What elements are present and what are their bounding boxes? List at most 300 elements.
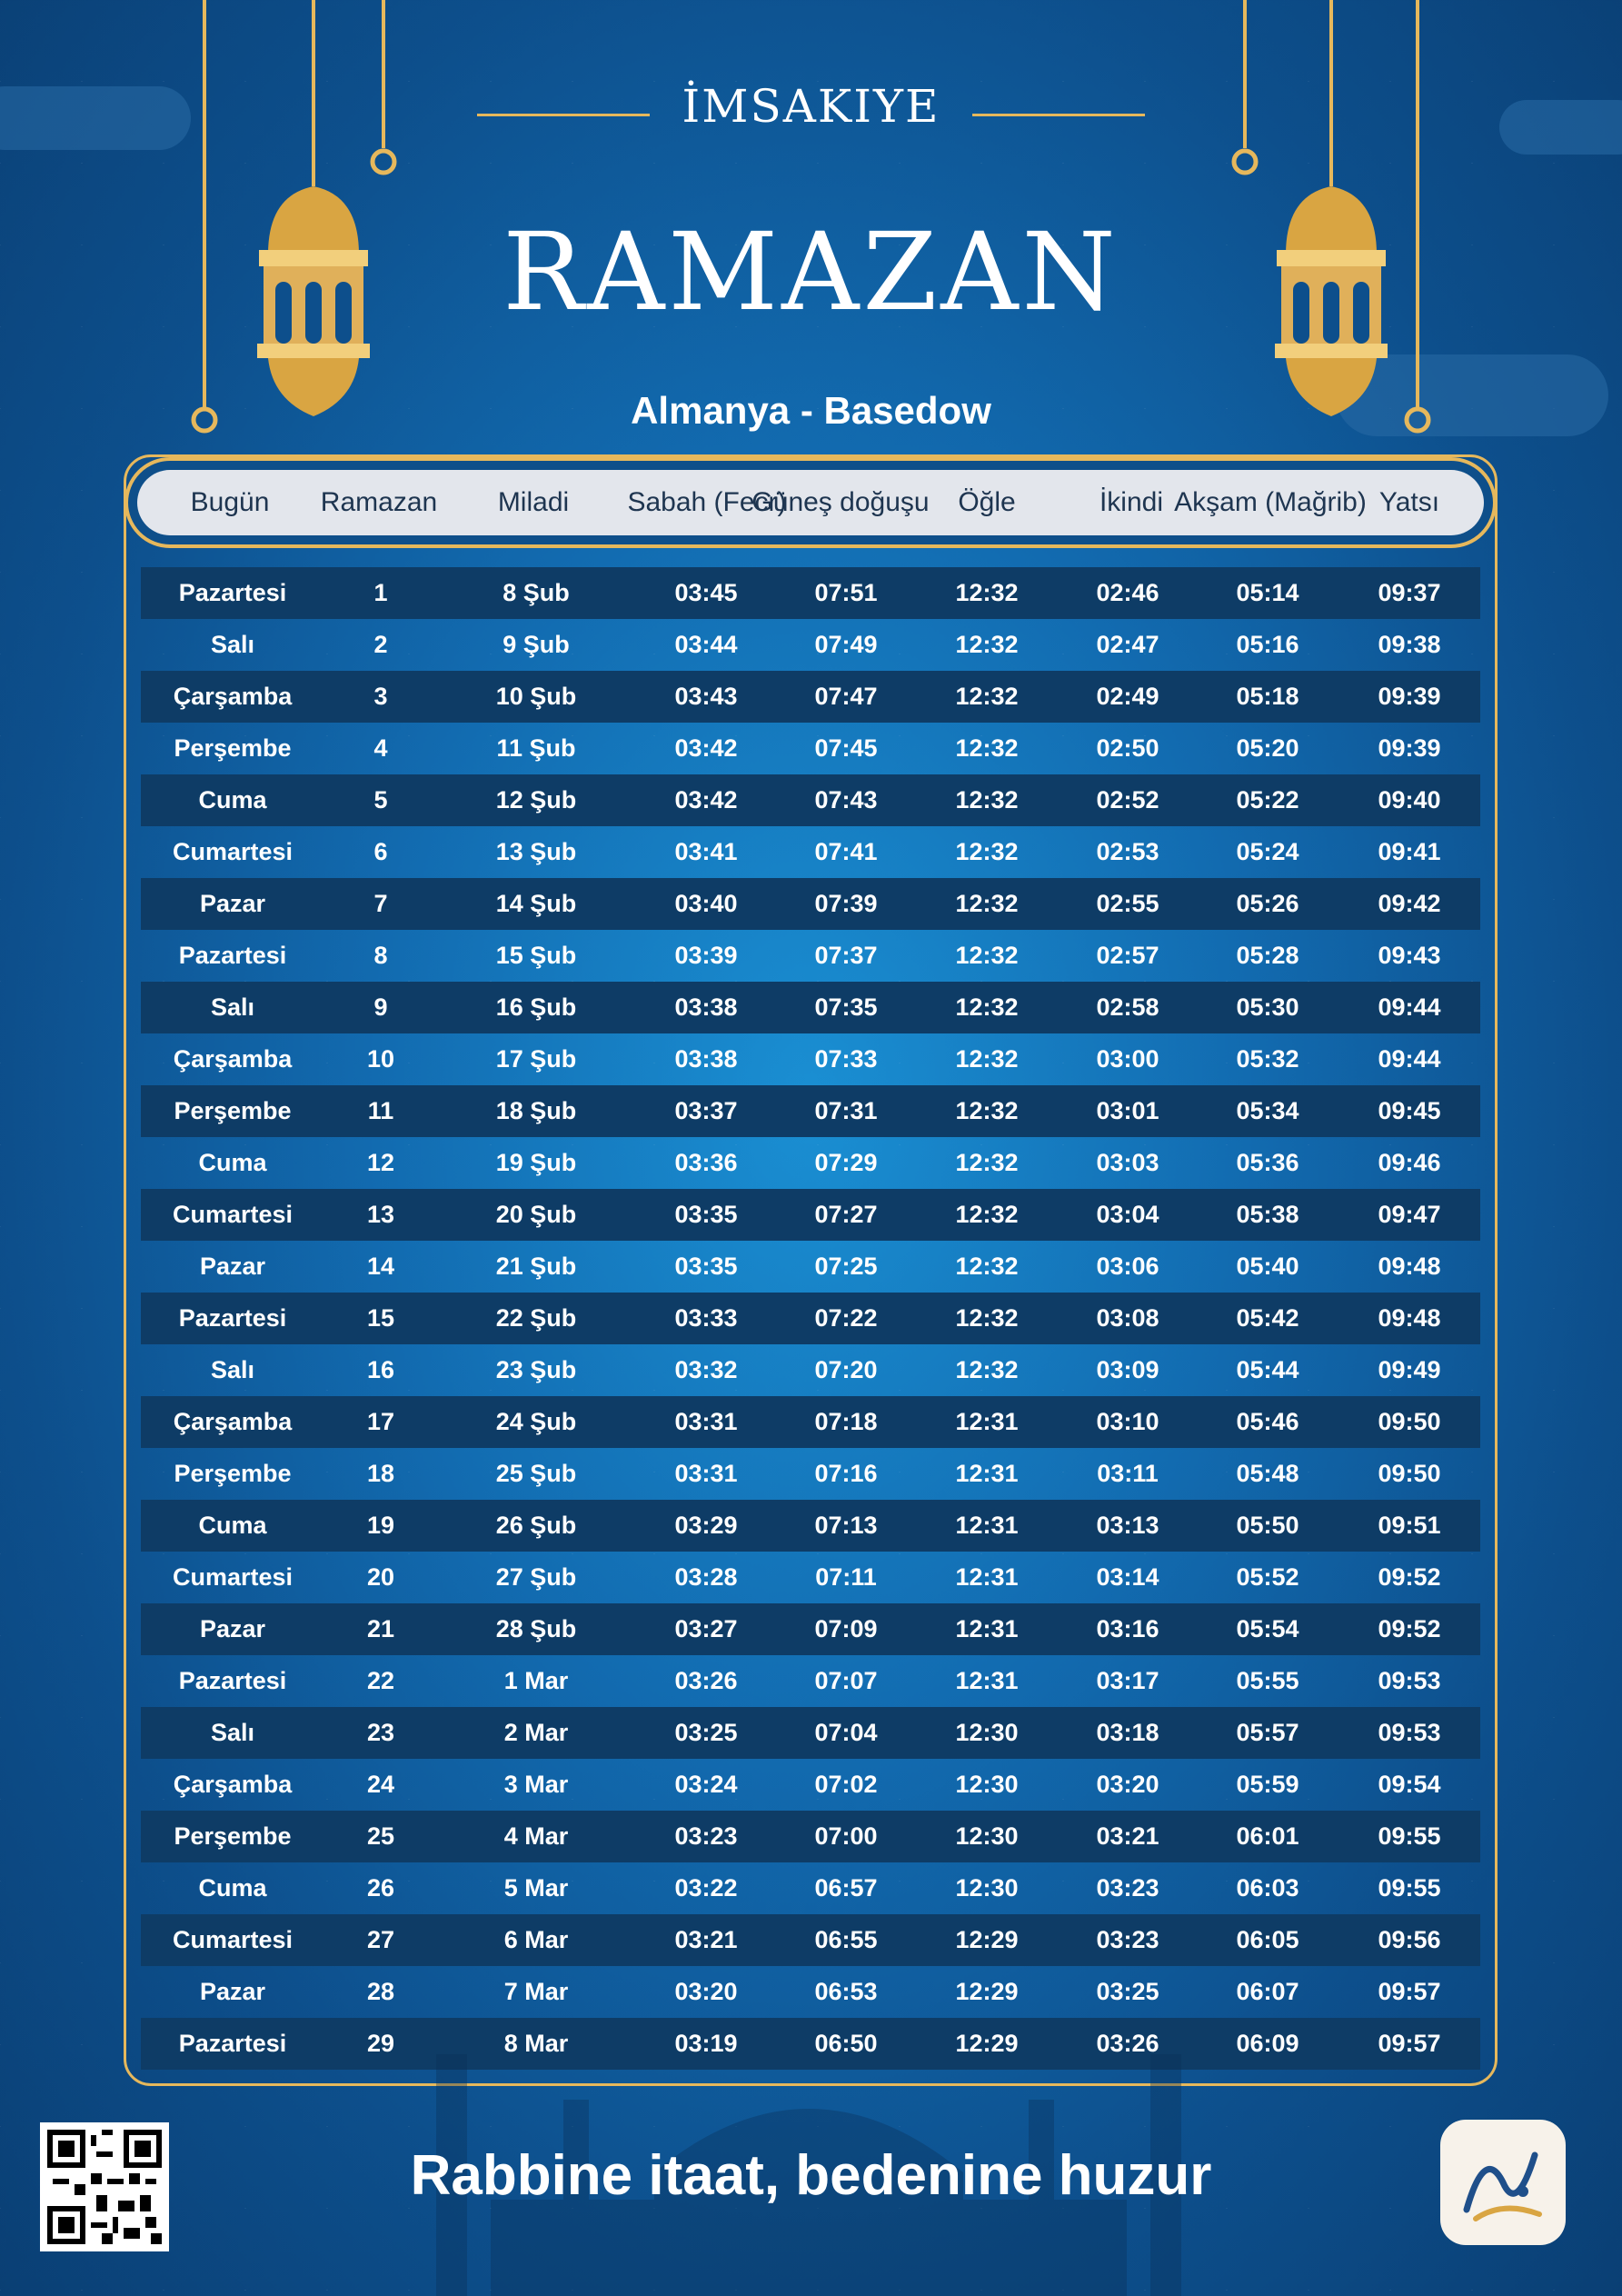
cell-ramazan-day: 2 <box>373 631 388 658</box>
table-row <box>141 1241 1480 1293</box>
header-small-title: İMSAKIYE <box>682 80 940 133</box>
cell-dhuhr-time: 12:29 <box>955 1978 1019 2005</box>
cell-fajr-time: 03:26 <box>674 1667 738 1694</box>
location-label: Almanya - Basedow <box>631 389 991 432</box>
cell-gregorian-date: 16 Şub <box>495 993 577 1021</box>
cell-maghrib-time: 05:38 <box>1236 1201 1299 1228</box>
cell-ramazan-day: 26 <box>366 1874 395 1902</box>
cell-fajr-time: 03:22 <box>674 1874 738 1902</box>
cell-dhuhr-time: 12:30 <box>955 1874 1019 1902</box>
cell-ramazan-day: 9 <box>373 993 388 1021</box>
cell-asr-time: 03:25 <box>1096 1978 1159 2005</box>
cell-dhuhr-time: 12:32 <box>955 683 1019 710</box>
cell-maghrib-time: 05:28 <box>1236 942 1299 969</box>
cell-dhuhr-time: 12:29 <box>955 2030 1019 2057</box>
cell-fajr-time: 03:39 <box>674 942 738 969</box>
cell-sunrise-time: 07:29 <box>814 1149 878 1176</box>
cell-asr-time: 03:11 <box>1097 1460 1159 1487</box>
cell-gregorian-date: 24 Şub <box>495 1408 577 1435</box>
cell-asr-time: 03:21 <box>1096 1822 1159 1850</box>
cell-day: Cuma <box>198 786 267 814</box>
cell-asr-time: 03:23 <box>1096 1926 1159 1953</box>
cell-maghrib-time: 05:14 <box>1236 579 1299 606</box>
cell-day: Pazartesi <box>178 2030 287 2057</box>
cell-sunrise-time: 07:41 <box>814 838 878 865</box>
cell-day: Çarşamba <box>173 1408 293 1435</box>
slogan: Rabbine itaat, bedenine huzur <box>410 2144 1212 2207</box>
cell-sunrise-time: 07:25 <box>814 1253 878 1280</box>
table-row <box>141 619 1480 671</box>
cell-day: Cuma <box>198 1512 267 1539</box>
cell-fajr-time: 03:42 <box>674 734 738 762</box>
cell-ramazan-day: 28 <box>366 1978 395 2005</box>
cell-dhuhr-time: 12:32 <box>955 1304 1019 1332</box>
cell-isha-time: 09:40 <box>1378 786 1441 814</box>
cell-maghrib-time: 06:05 <box>1236 1926 1299 1953</box>
cell-gregorian-date: 26 Şub <box>495 1512 577 1539</box>
cell-asr-time: 02:47 <box>1096 631 1159 658</box>
cell-gregorian-date: 23 Şub <box>495 1356 577 1383</box>
cell-day: Çarşamba <box>173 1771 293 1798</box>
cell-ramazan-day: 6 <box>373 838 388 865</box>
cell-isha-time: 09:50 <box>1378 1408 1441 1435</box>
column-header-sunrise-time: Güneş doğuşu <box>751 487 930 517</box>
cell-gregorian-date: 8 Mar <box>503 2030 569 2057</box>
table-row <box>141 1189 1480 1241</box>
cell-isha-time: 09:53 <box>1378 1719 1441 1746</box>
cell-sunrise-time: 07:27 <box>814 1201 878 1228</box>
cell-isha-time: 09:57 <box>1378 2030 1441 2057</box>
cell-isha-time: 09:42 <box>1378 890 1441 917</box>
cell-asr-time: 02:57 <box>1096 942 1159 969</box>
cell-dhuhr-time: 12:32 <box>955 838 1019 865</box>
cell-day: Çarşamba <box>173 683 293 710</box>
cell-dhuhr-time: 12:30 <box>955 1822 1019 1850</box>
cell-maghrib-time: 05:32 <box>1236 1045 1299 1073</box>
cell-asr-time: 03:20 <box>1096 1771 1159 1798</box>
cell-day: Pazartesi <box>178 1667 287 1694</box>
cell-day: Salı <box>210 993 255 1021</box>
cell-sunrise-time: 07:39 <box>814 890 878 917</box>
cell-sunrise-time: 06:55 <box>814 1926 878 1953</box>
cell-day: Pazar <box>199 890 266 917</box>
cell-isha-time: 09:39 <box>1378 734 1441 762</box>
cell-fajr-time: 03:24 <box>674 1771 738 1798</box>
table-row <box>141 723 1480 774</box>
cell-gregorian-date: 1 Mar <box>503 1667 569 1694</box>
table-header <box>124 457 1497 548</box>
cell-asr-time: 02:52 <box>1096 786 1159 814</box>
cell-asr-time: 03:09 <box>1096 1356 1159 1383</box>
cell-day: Cumartesi <box>172 1926 294 1953</box>
cell-dhuhr-time: 12:32 <box>955 890 1019 917</box>
cell-asr-time: 02:58 <box>1096 993 1159 1021</box>
cell-asr-time: 02:53 <box>1096 838 1159 865</box>
cell-ramazan-day: 17 <box>366 1408 395 1435</box>
cell-day: Pazar <box>199 1253 266 1280</box>
cell-gregorian-date: 13 Şub <box>495 838 577 865</box>
cell-gregorian-date: 9 Şub <box>503 631 570 658</box>
cell-dhuhr-time: 12:31 <box>955 1563 1019 1591</box>
cell-ramazan-day: 5 <box>373 786 388 814</box>
cell-dhuhr-time: 12:32 <box>955 1097 1019 1124</box>
cell-sunrise-time: 07:31 <box>814 1097 878 1124</box>
cell-asr-time: 03:26 <box>1096 2030 1159 2057</box>
table-row <box>141 1655 1480 1707</box>
cell-asr-time: 02:46 <box>1096 579 1159 606</box>
cell-dhuhr-time: 12:32 <box>955 1356 1019 1383</box>
cell-isha-time: 09:38 <box>1378 631 1441 658</box>
column-header-isha-time: Yatsı <box>1378 487 1440 517</box>
cell-maghrib-time: 06:09 <box>1236 2030 1299 2057</box>
cell-maghrib-time: 05:48 <box>1236 1460 1299 1487</box>
cell-asr-time: 03:06 <box>1096 1253 1159 1280</box>
cell-asr-time: 02:50 <box>1096 734 1159 762</box>
cell-maghrib-time: 05:16 <box>1236 631 1299 658</box>
cell-sunrise-time: 07:33 <box>814 1045 878 1073</box>
cell-isha-time: 09:46 <box>1378 1149 1441 1176</box>
cell-gregorian-date: 21 Şub <box>495 1253 577 1280</box>
cell-dhuhr-time: 12:32 <box>955 579 1019 606</box>
table-row <box>141 826 1480 878</box>
cell-day: Salı <box>210 1356 255 1383</box>
cell-gregorian-date: 4 Mar <box>503 1822 569 1850</box>
cell-fajr-time: 03:27 <box>674 1615 738 1642</box>
cell-fajr-time: 03:21 <box>674 1926 738 1953</box>
cell-ramazan-day: 29 <box>366 2030 395 2057</box>
cell-isha-time: 09:48 <box>1378 1304 1441 1332</box>
cell-day: Perşembe <box>174 734 292 762</box>
cell-dhuhr-time: 12:31 <box>955 1667 1019 1694</box>
cell-asr-time: 03:18 <box>1096 1719 1159 1746</box>
cell-dhuhr-time: 12:32 <box>955 631 1019 658</box>
cell-asr-time: 02:49 <box>1096 683 1159 710</box>
cell-ramazan-day: 7 <box>373 890 388 917</box>
cell-fajr-time: 03:20 <box>674 1978 738 2005</box>
cell-gregorian-date: 18 Şub <box>495 1097 577 1124</box>
table-row <box>141 1293 1480 1344</box>
cell-sunrise-time: 07:51 <box>814 579 878 606</box>
cell-day: Cuma <box>198 1149 267 1176</box>
cell-ramazan-day: 15 <box>366 1304 395 1332</box>
cell-ramazan-day: 8 <box>373 942 388 969</box>
cell-gregorian-date: 6 Mar <box>503 1926 569 1953</box>
column-header-ramazan-day: Ramazan <box>320 487 438 517</box>
cell-gregorian-date: 14 Şub <box>495 890 577 917</box>
cell-asr-time: 03:17 <box>1096 1667 1159 1694</box>
cell-isha-time: 09:50 <box>1378 1460 1441 1487</box>
cell-ramazan-day: 13 <box>366 1201 395 1228</box>
cell-ramazan-day: 10 <box>366 1045 395 1073</box>
cell-ramazan-day: 16 <box>366 1356 395 1383</box>
cell-dhuhr-time: 12:31 <box>955 1512 1019 1539</box>
table-row <box>141 1914 1480 1966</box>
cell-isha-time: 09:47 <box>1378 1201 1441 1228</box>
cell-maghrib-time: 05:52 <box>1236 1563 1299 1591</box>
cell-ramazan-day: 19 <box>366 1512 395 1539</box>
cell-ramazan-day: 1 <box>373 579 388 606</box>
cell-sunrise-time: 07:45 <box>814 734 878 762</box>
cell-maghrib-time: 05:18 <box>1236 683 1299 710</box>
cell-sunrise-time: 07:11 <box>815 1563 877 1591</box>
cell-maghrib-time: 05:42 <box>1236 1304 1299 1332</box>
cell-dhuhr-time: 12:30 <box>955 1771 1019 1798</box>
cell-gregorian-date: 5 Mar <box>503 1874 569 1902</box>
cell-maghrib-time: 05:34 <box>1236 1097 1299 1124</box>
cell-dhuhr-time: 12:31 <box>955 1615 1019 1642</box>
cell-day: Pazar <box>199 1615 266 1642</box>
cell-fajr-time: 03:38 <box>674 993 738 1021</box>
cell-day: Cuma <box>198 1874 267 1902</box>
cell-fajr-time: 03:25 <box>674 1719 738 1746</box>
cell-dhuhr-time: 12:29 <box>955 1926 1019 1953</box>
cell-isha-time: 09:55 <box>1378 1822 1441 1850</box>
cell-gregorian-date: 7 Mar <box>503 1978 569 2005</box>
cell-sunrise-time: 07:37 <box>814 942 878 969</box>
cell-gregorian-date: 2 Mar <box>503 1719 569 1746</box>
cell-isha-time: 09:54 <box>1378 1771 1441 1798</box>
table-header-bar <box>137 470 1484 535</box>
cell-isha-time: 09:56 <box>1378 1926 1441 1953</box>
cell-dhuhr-time: 12:32 <box>955 1045 1019 1073</box>
cell-fajr-time: 03:43 <box>674 683 738 710</box>
cell-fajr-time: 03:29 <box>674 1512 738 1539</box>
cell-fajr-time: 03:31 <box>674 1408 738 1435</box>
cell-asr-time: 03:16 <box>1096 1615 1159 1642</box>
cell-maghrib-time: 05:55 <box>1236 1667 1299 1694</box>
cell-dhuhr-time: 12:32 <box>955 993 1019 1021</box>
cell-isha-time: 09:44 <box>1378 993 1441 1021</box>
table-row <box>141 878 1480 930</box>
cell-fajr-time: 03:35 <box>674 1201 738 1228</box>
cell-dhuhr-time: 12:32 <box>955 1253 1019 1280</box>
cell-isha-time: 09:53 <box>1378 1667 1441 1694</box>
cell-sunrise-time: 06:50 <box>814 2030 878 2057</box>
table-row <box>141 1500 1480 1552</box>
cell-gregorian-date: 11 Şub <box>496 734 576 762</box>
cell-sunrise-time: 07:22 <box>814 1304 878 1332</box>
cell-isha-time: 09:37 <box>1378 579 1441 606</box>
cell-isha-time: 09:52 <box>1378 1615 1441 1642</box>
cell-asr-time: 03:13 <box>1096 1512 1159 1539</box>
cell-day: Perşembe <box>174 1460 292 1487</box>
cell-maghrib-time: 05:59 <box>1236 1771 1299 1798</box>
table-row <box>141 1344 1480 1396</box>
cell-maghrib-time: 06:01 <box>1236 1822 1299 1850</box>
cell-maghrib-time: 05:20 <box>1236 734 1299 762</box>
cell-ramazan-day: 21 <box>366 1615 395 1642</box>
column-header-fajr-time: Sabah (Fecr) <box>627 487 787 517</box>
page-title: RAMAZAN <box>503 209 1119 334</box>
cell-dhuhr-time: 12:31 <box>955 1460 1019 1487</box>
cell-maghrib-time: 06:07 <box>1236 1978 1299 2005</box>
cell-day: Cumartesi <box>172 1201 294 1228</box>
cell-ramazan-day: 12 <box>366 1149 395 1176</box>
cell-day: Salı <box>210 1719 255 1746</box>
cell-sunrise-time: 07:43 <box>814 786 878 814</box>
cell-gregorian-date: 3 Mar <box>503 1771 569 1798</box>
cell-sunrise-time: 07:20 <box>814 1356 878 1383</box>
cell-sunrise-time: 07:18 <box>814 1408 878 1435</box>
cell-day: Pazartesi <box>178 942 287 969</box>
cell-maghrib-time: 05:30 <box>1236 993 1299 1021</box>
cell-fajr-time: 03:23 <box>674 1822 738 1850</box>
cell-gregorian-date: 19 Şub <box>495 1149 577 1176</box>
cell-day: Pazartesi <box>178 579 287 606</box>
cell-sunrise-time: 07:13 <box>814 1512 878 1539</box>
cell-day: Pazartesi <box>178 1304 287 1332</box>
table-row <box>141 1707 1480 1759</box>
column-header-gregorian-date: Miladi <box>497 487 570 517</box>
cell-maghrib-time: 05:50 <box>1236 1512 1299 1539</box>
cell-asr-time: 03:03 <box>1096 1149 1159 1176</box>
cell-fajr-time: 03:28 <box>674 1563 738 1591</box>
cell-fajr-time: 03:37 <box>674 1097 738 1124</box>
cell-day: Salı <box>210 631 255 658</box>
cell-fajr-time: 03:42 <box>674 786 738 814</box>
cell-isha-time: 09:41 <box>1378 838 1441 865</box>
cell-sunrise-time: 07:47 <box>814 683 878 710</box>
cell-fajr-time: 03:40 <box>674 890 738 917</box>
cell-dhuhr-time: 12:32 <box>955 734 1019 762</box>
cell-asr-time: 02:55 <box>1096 890 1159 917</box>
cell-sunrise-time: 06:57 <box>814 1874 878 1902</box>
table-row <box>141 1396 1480 1448</box>
table-row <box>141 1448 1480 1500</box>
table-row <box>141 1137 1480 1189</box>
cell-dhuhr-time: 12:31 <box>955 1408 1019 1435</box>
cell-sunrise-time: 07:35 <box>814 993 878 1021</box>
cell-fajr-time: 03:45 <box>674 579 738 606</box>
cell-dhuhr-time: 12:32 <box>955 942 1019 969</box>
cell-maghrib-time: 05:26 <box>1236 890 1299 917</box>
table-row <box>141 671 1480 723</box>
cell-asr-time: 03:00 <box>1096 1045 1159 1073</box>
cell-fajr-time: 03:19 <box>674 2030 738 2057</box>
cell-sunrise-time: 06:53 <box>814 1978 878 2005</box>
cell-fajr-time: 03:36 <box>674 1149 738 1176</box>
table-row <box>141 982 1480 1033</box>
cell-day: Pazar <box>199 1978 266 2005</box>
cell-sunrise-time: 07:00 <box>814 1822 878 1850</box>
cell-dhuhr-time: 12:30 <box>955 1719 1019 1746</box>
cell-asr-time: 03:04 <box>1096 1201 1159 1228</box>
cell-maghrib-time: 05:24 <box>1236 838 1299 865</box>
cell-maghrib-time: 05:40 <box>1236 1253 1299 1280</box>
table-row <box>141 1033 1480 1085</box>
cell-ramazan-day: 20 <box>366 1563 395 1591</box>
cell-fajr-time: 03:33 <box>674 1304 738 1332</box>
cell-day: Perşembe <box>174 1822 292 1850</box>
cell-maghrib-time: 05:46 <box>1236 1408 1299 1435</box>
cell-isha-time: 09:48 <box>1378 1253 1441 1280</box>
cell-gregorian-date: 27 Şub <box>495 1563 577 1591</box>
prayer-times-table <box>141 567 1480 2070</box>
cell-gregorian-date: 12 Şub <box>495 786 577 814</box>
cell-sunrise-time: 07:04 <box>814 1719 878 1746</box>
cell-fajr-time: 03:38 <box>674 1045 738 1073</box>
cell-sunrise-time: 07:07 <box>814 1667 878 1694</box>
cell-gregorian-date: 17 Şub <box>495 1045 577 1073</box>
cell-dhuhr-time: 12:32 <box>955 1201 1019 1228</box>
cell-fajr-time: 03:35 <box>674 1253 738 1280</box>
cell-sunrise-time: 07:49 <box>814 631 878 658</box>
cell-asr-time: 03:23 <box>1096 1874 1159 1902</box>
table-row <box>141 1966 1480 2018</box>
cell-ramazan-day: 24 <box>366 1771 395 1798</box>
cell-asr-time: 03:01 <box>1096 1097 1159 1124</box>
column-header-dhuhr-time: Öğle <box>958 487 1016 517</box>
cell-maghrib-time: 05:57 <box>1236 1719 1299 1746</box>
cell-gregorian-date: 25 Şub <box>495 1460 577 1487</box>
cell-dhuhr-time: 12:32 <box>955 786 1019 814</box>
cell-ramazan-day: 23 <box>366 1719 395 1746</box>
cell-gregorian-date: 8 Şub <box>503 579 570 606</box>
cell-day: Cumartesi <box>172 1563 294 1591</box>
cell-maghrib-time: 05:44 <box>1236 1356 1299 1383</box>
column-header-asr-time: İkindi <box>1099 487 1164 517</box>
cell-day: Çarşamba <box>173 1045 293 1073</box>
calligraphy-icon <box>1448 2128 1557 2237</box>
cell-isha-time: 09:39 <box>1378 683 1441 710</box>
cell-isha-time: 09:45 <box>1378 1097 1441 1124</box>
cell-gregorian-date: 20 Şub <box>495 1201 577 1228</box>
table-row <box>141 1862 1480 1914</box>
cell-isha-time: 09:55 <box>1378 1874 1441 1902</box>
cell-ramazan-day: 14 <box>366 1253 395 1280</box>
table-row <box>141 930 1480 982</box>
cell-isha-time: 09:49 <box>1378 1356 1441 1383</box>
cell-maghrib-time: 05:22 <box>1236 786 1299 814</box>
cell-fajr-time: 03:32 <box>674 1356 738 1383</box>
cell-maghrib-time: 05:54 <box>1236 1615 1299 1642</box>
cell-fajr-time: 03:44 <box>674 631 738 658</box>
cell-ramazan-day: 18 <box>366 1460 395 1487</box>
cell-ramazan-day: 3 <box>373 683 388 710</box>
cell-ramazan-day: 4 <box>373 734 388 762</box>
cell-isha-time: 09:43 <box>1378 942 1441 969</box>
cell-ramazan-day: 27 <box>366 1926 395 1953</box>
calligraphy-logo <box>1440 2120 1566 2245</box>
cell-day: Cumartesi <box>172 838 294 865</box>
cell-fajr-time: 03:41 <box>674 838 738 865</box>
cell-sunrise-time: 07:16 <box>814 1460 878 1487</box>
cell-maghrib-time: 06:03 <box>1236 1874 1299 1902</box>
table-row <box>141 1552 1480 1603</box>
column-header-maghrib-time: Akşam (Mağrib) <box>1174 487 1367 517</box>
table-row <box>141 1811 1480 1862</box>
cell-asr-time: 03:08 <box>1096 1304 1159 1332</box>
table-row <box>141 1759 1480 1811</box>
cell-isha-time: 09:52 <box>1378 1563 1441 1591</box>
cell-isha-time: 09:57 <box>1378 1978 1441 2005</box>
cell-dhuhr-time: 12:32 <box>955 1149 1019 1176</box>
cell-gregorian-date: 22 Şub <box>495 1304 577 1332</box>
cell-gregorian-date: 15 Şub <box>495 942 577 969</box>
cell-ramazan-day: 11 <box>367 1097 394 1124</box>
cell-maghrib-time: 05:36 <box>1236 1149 1299 1176</box>
cell-isha-time: 09:44 <box>1378 1045 1441 1073</box>
cell-fajr-time: 03:31 <box>674 1460 738 1487</box>
table-row <box>141 1085 1480 1137</box>
cell-gregorian-date: 10 Şub <box>495 683 577 710</box>
cell-asr-time: 03:14 <box>1096 1563 1159 1591</box>
cell-ramazan-day: 25 <box>366 1822 395 1850</box>
cell-asr-time: 03:10 <box>1096 1408 1159 1435</box>
table-row <box>141 567 1480 619</box>
cell-gregorian-date: 28 Şub <box>495 1615 577 1642</box>
cell-sunrise-time: 07:02 <box>814 1771 878 1798</box>
